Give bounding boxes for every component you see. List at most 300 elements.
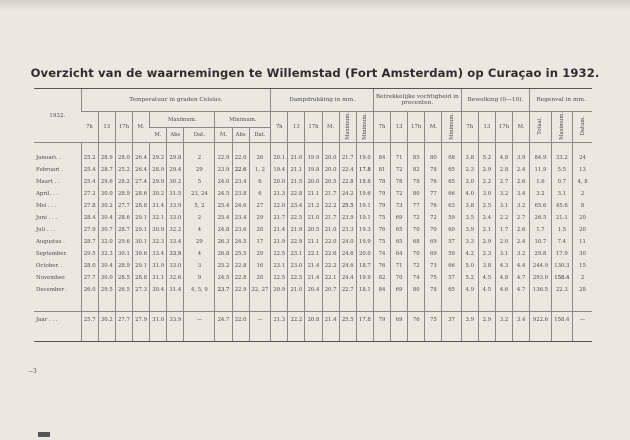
cell: 30.9: [150, 224, 167, 236]
empty-cell: [442, 328, 461, 342]
cell: 25.5: [339, 312, 356, 328]
cell: 29.8: [167, 152, 184, 164]
cell: 158.4: [551, 312, 572, 328]
cell: 3: [184, 260, 215, 272]
cell: 2.7: [495, 176, 512, 188]
page-top-shadow: [0, 0, 630, 10]
cell: 65.6: [530, 200, 551, 212]
rain-group-header: Regenval in mm.: [530, 89, 592, 112]
cell: 64: [391, 248, 408, 260]
temp-max-abs-header: Abs: [167, 128, 184, 143]
month-row: [34, 188, 592, 200]
cell: 29.6: [115, 236, 132, 248]
cell: 28.8: [132, 272, 149, 284]
cell: 45.6: [551, 200, 572, 212]
cell: 4.2: [461, 248, 478, 260]
cell: 20.5: [305, 224, 322, 236]
cell: 22.4: [339, 164, 356, 176]
cell: 23.9: [339, 212, 356, 224]
cell: 3.4: [513, 188, 530, 200]
cell: 158.4: [551, 272, 572, 284]
cell: 5.2: [478, 152, 495, 164]
cell: 27.9: [81, 224, 98, 236]
empty-cell: [573, 328, 592, 342]
cell: 22.5: [288, 272, 305, 284]
empty-cell: [356, 296, 373, 312]
cell: 4, 5, 9: [184, 284, 215, 296]
year-row: [34, 312, 592, 328]
temp-maximum-header: Maximum.: [150, 112, 215, 128]
cell: 20: [573, 212, 592, 224]
cell: 33.9: [167, 248, 184, 260]
cell: 25.4: [81, 164, 98, 176]
cell: 3.2: [495, 188, 512, 200]
empty-cell: [98, 296, 115, 312]
cell: 24.6: [339, 248, 356, 260]
cell: 30.6: [132, 248, 149, 260]
cell: 5.5: [551, 164, 572, 176]
cell: 3.9: [461, 312, 478, 328]
empty-cell: [215, 296, 232, 312]
cell: 76: [373, 260, 390, 272]
cell: 3.5: [461, 212, 478, 224]
cell: 2.9: [478, 236, 495, 248]
cell: 21.1: [551, 212, 572, 224]
cell: 33.2: [551, 152, 572, 164]
cell: 22.5: [288, 212, 305, 224]
cell: 25.4: [81, 176, 98, 188]
cell: 80: [408, 188, 425, 200]
empty-cell: [184, 296, 215, 312]
cloud-7h-header: 7h: [461, 112, 478, 143]
cell: 19.1: [356, 212, 373, 224]
cell: 3.3: [461, 236, 478, 248]
empty-cell: [425, 328, 442, 342]
row-label: Jaar . . .: [36, 316, 58, 323]
rain-max-header: [551, 112, 572, 143]
cell: 30.2: [98, 200, 115, 212]
empty-cell: [573, 296, 592, 312]
cell: 19.0: [356, 152, 373, 164]
cell: 29: [184, 164, 215, 176]
cell: 78: [391, 176, 408, 188]
cell: 4.8: [495, 152, 512, 164]
cell: 76: [373, 224, 390, 236]
cell: 24.0: [339, 236, 356, 248]
cell: 21.7: [322, 212, 339, 224]
cell: 24.5: [215, 188, 232, 200]
cell: 24.7: [215, 312, 232, 328]
cell: 19.4: [271, 164, 288, 176]
cell: 22.0: [271, 200, 288, 212]
cell: 22.8: [288, 188, 305, 200]
cell: 24.5: [215, 272, 232, 284]
cell: 69: [391, 284, 408, 296]
row-label: December .: [36, 286, 68, 293]
vapour-7h-header: 7h: [271, 112, 288, 143]
cell: 30.4: [98, 212, 115, 224]
cell: 21.0: [288, 284, 305, 296]
cell: 28.9: [115, 188, 132, 200]
cell: 31.5: [167, 188, 184, 200]
cell: 2.4: [513, 236, 530, 248]
cell: 244.9: [530, 260, 551, 272]
cell: 25.4: [215, 212, 232, 224]
cell: 77: [425, 188, 442, 200]
cell: 28.7: [81, 236, 98, 248]
cell: 13: [573, 164, 592, 176]
cell: 26: [249, 152, 271, 164]
cell: 3.9: [461, 224, 478, 236]
row-label: September.: [36, 250, 68, 257]
hum-7h-header: 7h: [373, 112, 390, 143]
cell: 21.2: [305, 200, 322, 212]
cell: 17.9: [551, 248, 572, 260]
cell: 73: [391, 200, 408, 212]
cell: 29: [184, 236, 215, 248]
cell: 22.9: [215, 152, 232, 164]
empty-cell: [356, 328, 373, 342]
cell: 28.8: [132, 200, 149, 212]
cell: 65: [442, 284, 461, 296]
cell: 84.9: [530, 152, 551, 164]
empty-cell: [215, 328, 232, 342]
cell: 136.5: [530, 284, 551, 296]
vapour-min-header: [356, 112, 373, 143]
empty-cell: [551, 328, 572, 342]
cell: 28.9: [115, 260, 132, 272]
cell: 3.1: [551, 188, 572, 200]
cell: 18.1: [356, 284, 373, 296]
cell: 26.0: [81, 284, 98, 296]
cell: 26.5: [530, 212, 551, 224]
cell: 57: [442, 236, 461, 248]
cell: 3.0: [461, 176, 478, 188]
cell: 28.6: [132, 188, 149, 200]
cell: 21.3: [271, 312, 288, 328]
cell: 2: [184, 212, 215, 224]
cell: 21.3: [271, 188, 288, 200]
cell: —: [249, 312, 271, 328]
cell: 4.7: [513, 284, 530, 296]
cell: 24.4: [339, 272, 356, 284]
cell: 32.3: [98, 248, 115, 260]
cell: 76: [425, 200, 442, 212]
cell: 25.4: [215, 200, 232, 212]
cell: 65: [442, 164, 461, 176]
cell: 60: [442, 224, 461, 236]
cell: 23.1: [288, 248, 305, 260]
cell: 22.7: [339, 284, 356, 296]
cell: 9: [184, 272, 215, 284]
cell: 69: [391, 312, 408, 328]
cell: 33.4: [167, 236, 184, 248]
cell: 69: [391, 212, 408, 224]
cell: 24.0: [215, 176, 232, 188]
cell: 78: [425, 164, 442, 176]
temp-max-date-header: Dat.: [184, 128, 215, 143]
empty-cell: [132, 328, 149, 342]
cell: 2.4: [513, 164, 530, 176]
cell: 26.8: [215, 248, 232, 260]
month-row: [34, 176, 592, 188]
cell: 21.4: [305, 272, 322, 284]
cell: 20: [573, 224, 592, 236]
cell: 82: [373, 272, 390, 284]
cell: 28.9: [98, 152, 115, 164]
cell: 63: [442, 200, 461, 212]
empty-cell: [167, 328, 184, 342]
cell: 8: [573, 200, 592, 212]
empty-cell: [530, 328, 551, 342]
tail-row: [34, 328, 592, 342]
cell: 21.1: [305, 236, 322, 248]
cell: 23.7: [215, 284, 232, 296]
empty-cell: [478, 328, 495, 342]
cell: 70: [391, 272, 408, 284]
temp-minimum-header: Minimum.: [215, 112, 271, 128]
cell: 23.0: [288, 260, 305, 272]
cell: 2: [573, 272, 592, 284]
cell: 22.2: [288, 312, 305, 328]
cell: 73: [425, 260, 442, 272]
cell: 30: [573, 248, 592, 260]
temp-max-mean-header: M.: [150, 128, 167, 143]
cell: 4.4: [513, 260, 530, 272]
cell: 10.7: [530, 236, 551, 248]
cell: 3.2: [530, 188, 551, 200]
cell: 28.0: [81, 260, 98, 272]
row-label: October. .: [36, 262, 63, 269]
cell: 65: [391, 236, 408, 248]
cell: 28: [573, 284, 592, 296]
cell: 4.9: [461, 284, 478, 296]
empty-cell: [408, 328, 425, 342]
cell: 20.9: [271, 284, 288, 296]
cell: 1, 2: [249, 164, 271, 176]
cell: 22.8: [232, 260, 249, 272]
empty-cell: [461, 296, 478, 312]
cell: 33.0: [167, 260, 184, 272]
cell: 3.1: [495, 248, 512, 260]
cell: 24: [573, 152, 592, 164]
cell: 19.6: [356, 188, 373, 200]
vapour-mean-header: M.: [322, 112, 339, 143]
cell: 0.7: [551, 176, 572, 188]
month-row: [34, 212, 592, 224]
cell: 20: [249, 224, 271, 236]
page-title: Overzicht van de waarnemingen te Willemstad (Fort Amsterdam) op Curaçao in 1932.: [30, 66, 600, 80]
cell: 30.4: [98, 260, 115, 272]
empty-cell: [391, 296, 408, 312]
cell: 27.9: [132, 312, 149, 328]
cell: 21.4: [322, 312, 339, 328]
cloud-mean-header: M.: [513, 112, 530, 143]
vapour-group-header: Dampdrukking in mm.: [271, 89, 374, 112]
cell: 6: [249, 176, 271, 188]
cell: 72: [391, 188, 408, 200]
cell: 24.2: [339, 188, 356, 200]
cell: 4.7: [513, 272, 530, 284]
cell: 28.7: [115, 224, 132, 236]
empty-cell: [461, 328, 478, 342]
cell: 3.4: [513, 312, 530, 328]
cell: 37: [442, 312, 461, 328]
cell: 30.1: [115, 248, 132, 260]
row-label: Februari .: [36, 166, 64, 173]
cell: 4: [184, 248, 215, 260]
cell: 4, 8: [573, 176, 592, 188]
cell: 4.5: [478, 272, 495, 284]
cell: 70: [425, 224, 442, 236]
cell: 29.6: [98, 176, 115, 188]
empty-cell: [150, 328, 167, 342]
cell: 17.8: [356, 164, 373, 176]
empty-cell: [425, 296, 442, 312]
cell: 25.7: [81, 312, 98, 328]
cell: 22.0: [232, 152, 249, 164]
vapour-17h-header: 17h: [305, 112, 322, 143]
cell: 22.3: [551, 284, 572, 296]
cell: 75: [425, 312, 442, 328]
cell: 82: [408, 164, 425, 176]
cell: 21.9: [271, 236, 288, 248]
cell: 2: [184, 152, 215, 164]
cell: 78: [425, 284, 442, 296]
cell: 22.8: [339, 176, 356, 188]
cell: 69: [425, 236, 442, 248]
cell: 75: [373, 236, 390, 248]
cell: 2.8: [495, 164, 512, 176]
rain-total-header: [530, 112, 551, 143]
cell: 23.1: [271, 260, 288, 272]
month-row: [34, 224, 592, 236]
cell: 85: [408, 152, 425, 164]
hum-17h-header: 17h: [408, 112, 425, 143]
cell: 29.2: [150, 152, 167, 164]
cell: 33.9: [167, 312, 184, 328]
cell: 21.0: [288, 152, 305, 164]
cell: 18.7: [356, 260, 373, 272]
cell: 2.7: [513, 212, 530, 224]
cell: 28.5: [115, 272, 132, 284]
empty-cell: [373, 296, 390, 312]
cell: 3.2: [513, 200, 530, 212]
cell: 28.0: [115, 152, 132, 164]
cell: 25.5: [339, 200, 356, 212]
cell: 32.6: [167, 272, 184, 284]
cell: 27.2: [81, 188, 98, 200]
empty-cell: [551, 296, 572, 312]
cell: 21.7: [322, 188, 339, 200]
empty-cell: [271, 296, 288, 312]
cell: 21.4: [305, 260, 322, 272]
cell: 28.2: [115, 176, 132, 188]
hum-mean-header: M.: [425, 112, 442, 143]
cell: 70: [408, 248, 425, 260]
cell: 24.5: [232, 236, 249, 248]
cell: 26.3: [215, 236, 232, 248]
cell: 31.0: [150, 312, 167, 328]
month-row: [34, 152, 592, 164]
cell: 32.2: [167, 224, 184, 236]
cell: 2.1: [478, 224, 495, 236]
month-row: [34, 236, 592, 248]
temp-mean-header: M.: [132, 112, 149, 143]
cell: 29.5: [98, 284, 115, 296]
cell: 20.0: [305, 176, 322, 188]
cell: 25.2: [115, 164, 132, 176]
cell: 6: [249, 188, 271, 200]
cell: 29: [249, 212, 271, 224]
cell: 72: [408, 212, 425, 224]
empty-cell: [442, 296, 461, 312]
cell: 3.1: [495, 200, 512, 212]
humidity-group-header: Betrekkelijke vochtigheid in procenten.: [373, 89, 461, 112]
cell: 2.3: [478, 248, 495, 260]
cell: 23.6: [232, 224, 249, 236]
cell: 25.2: [215, 260, 232, 272]
cell: 79: [373, 200, 390, 212]
cell: 21.7: [271, 212, 288, 224]
cell: 33.4: [150, 248, 167, 260]
empty-cell: [373, 328, 390, 342]
cell: 15: [573, 260, 592, 272]
cell: 29.5: [81, 248, 98, 260]
cell: 2.3: [461, 164, 478, 176]
cell: 65: [442, 176, 461, 188]
cell: 68: [408, 236, 425, 248]
cell: 23.4: [288, 200, 305, 212]
empty-cell: [322, 296, 339, 312]
cell: 2.4: [478, 212, 495, 224]
cell: 4.8: [495, 272, 512, 284]
empty-cell: [495, 296, 512, 312]
cell: 2.2: [478, 176, 495, 188]
cell: 5.0: [461, 260, 478, 272]
cell: 29.4: [167, 164, 184, 176]
observations-table: [34, 88, 592, 342]
cell: 20.0: [356, 248, 373, 260]
cell: 59: [442, 248, 461, 260]
empty-cell: [305, 328, 322, 342]
cell: 79: [373, 312, 390, 328]
cell: 20.8: [305, 312, 322, 328]
cell: 11.9: [530, 164, 551, 176]
cell: 31.9: [150, 260, 167, 272]
cell: 27: [249, 200, 271, 212]
cell: 28.7: [98, 164, 115, 176]
hum-min-header: [442, 112, 461, 143]
cell: 1.5: [551, 224, 572, 236]
cell: 11: [573, 236, 592, 248]
cell: 27.7: [81, 272, 98, 284]
cell: 30.7: [98, 224, 115, 236]
rain-date-label: Datum.: [579, 116, 586, 136]
cell: 75: [425, 272, 442, 284]
cell: 27.3: [132, 284, 149, 296]
cell: 20.5: [322, 176, 339, 188]
empty-cell: [34, 328, 81, 342]
cell: 19.9: [356, 272, 373, 284]
cloud-17h-header: 17h: [495, 112, 512, 143]
cell: 19.1: [356, 200, 373, 212]
cell: 28.9: [150, 164, 167, 176]
cell: 5: [184, 176, 215, 188]
cell: 29.1: [132, 260, 149, 272]
cell: 130.3: [551, 260, 572, 272]
cell: 22.9: [288, 236, 305, 248]
